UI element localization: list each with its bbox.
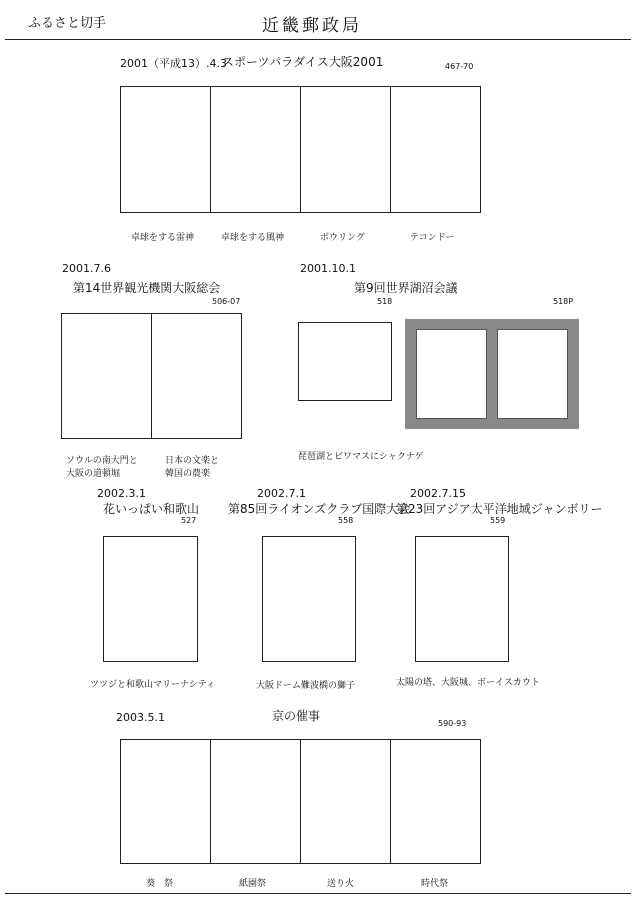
stamp-slot	[120, 86, 211, 213]
stamp-caption: 送り火	[327, 879, 355, 889]
stamp-caption: 紙園祭	[239, 879, 267, 889]
stamp-caption: 韓国の農楽	[165, 469, 211, 479]
issue-name: 第23回アジア太平洋地域ジャンボリー	[396, 502, 603, 516]
issue-name: 第85回ライオンズクラブ国際大会	[228, 502, 411, 516]
stamp-slot	[210, 739, 301, 864]
stamp-slot	[298, 322, 392, 401]
catalog-number-pane: 518P	[553, 297, 574, 306]
stamp-caption: 葵 祭	[146, 879, 174, 889]
header-rule	[5, 39, 631, 40]
stamp-caption: 太陽の塔、大阪城、ボーイスカウト	[396, 678, 540, 688]
issue-date: 2003.5.1	[116, 711, 165, 724]
catalog-number: 559	[490, 516, 506, 525]
catalog-number: 558	[338, 516, 354, 525]
issue-date: 2001.10.1	[300, 262, 356, 275]
catalog-number: 527	[181, 516, 197, 525]
stamp-slot	[416, 329, 487, 419]
stamp-caption: 日本の文楽と	[165, 456, 220, 466]
catalog-number: 590-93	[438, 719, 467, 728]
issue-name: 第14世界観光機関大阪総会	[73, 281, 221, 295]
catalog-number: 467-70	[445, 62, 474, 71]
stamp-slot	[300, 86, 391, 213]
issue-date: 2002.7.1	[257, 487, 306, 500]
issue-date: 2002.3.1	[97, 487, 146, 500]
stamp-caption: 琵琶湖とビワマスにシャクナゲ	[298, 452, 424, 462]
stamp-slot	[120, 739, 211, 864]
issue-date: 2001.7.6	[62, 262, 111, 275]
page-title: 近畿郵政局	[262, 16, 362, 36]
stamp-caption: 卓球をする風神	[221, 233, 285, 243]
stamp-caption: 卓球をする雷神	[131, 233, 195, 243]
issue-date: 2002.7.15	[410, 487, 466, 500]
album-label: ふるさと切手	[28, 16, 107, 31]
stamp-slot	[262, 536, 356, 662]
stamp-caption: 大阪ドーム難波橋の獅子	[256, 681, 356, 691]
issue-name: スポーツパラダイス大阪2001	[222, 55, 384, 69]
stamp-caption: 大阪の道頓堀	[66, 469, 121, 479]
stamp-slot	[390, 739, 481, 864]
stamp-slot	[497, 329, 568, 419]
stamp-slot	[151, 313, 242, 439]
catalog-number: 506-07	[212, 297, 241, 306]
footer-rule	[5, 893, 631, 894]
stamp-caption: テコンドー	[410, 233, 455, 243]
catalog-number: 518	[377, 297, 393, 306]
issue-name: 花いっぱい和歌山	[103, 502, 200, 516]
stamp-caption: ボウリング	[320, 233, 365, 243]
issue-date: 2001（平成13）.4.3	[120, 57, 227, 70]
stamp-slot	[210, 86, 301, 213]
stamp-caption: ソウルの南大門と	[66, 456, 138, 466]
stamp-slot	[300, 739, 391, 864]
stamp-slot	[61, 313, 152, 439]
stamp-slot	[415, 536, 509, 662]
stamp-caption: 時代祭	[421, 879, 449, 889]
stamp-slot	[390, 86, 481, 213]
issue-name: 第9回世界湖沼会議	[354, 281, 458, 295]
stamp-slot	[103, 536, 198, 662]
stamp-caption: ツツジと和歌山マリーナシティ	[90, 680, 216, 690]
issue-name: 京の催事	[272, 709, 321, 723]
